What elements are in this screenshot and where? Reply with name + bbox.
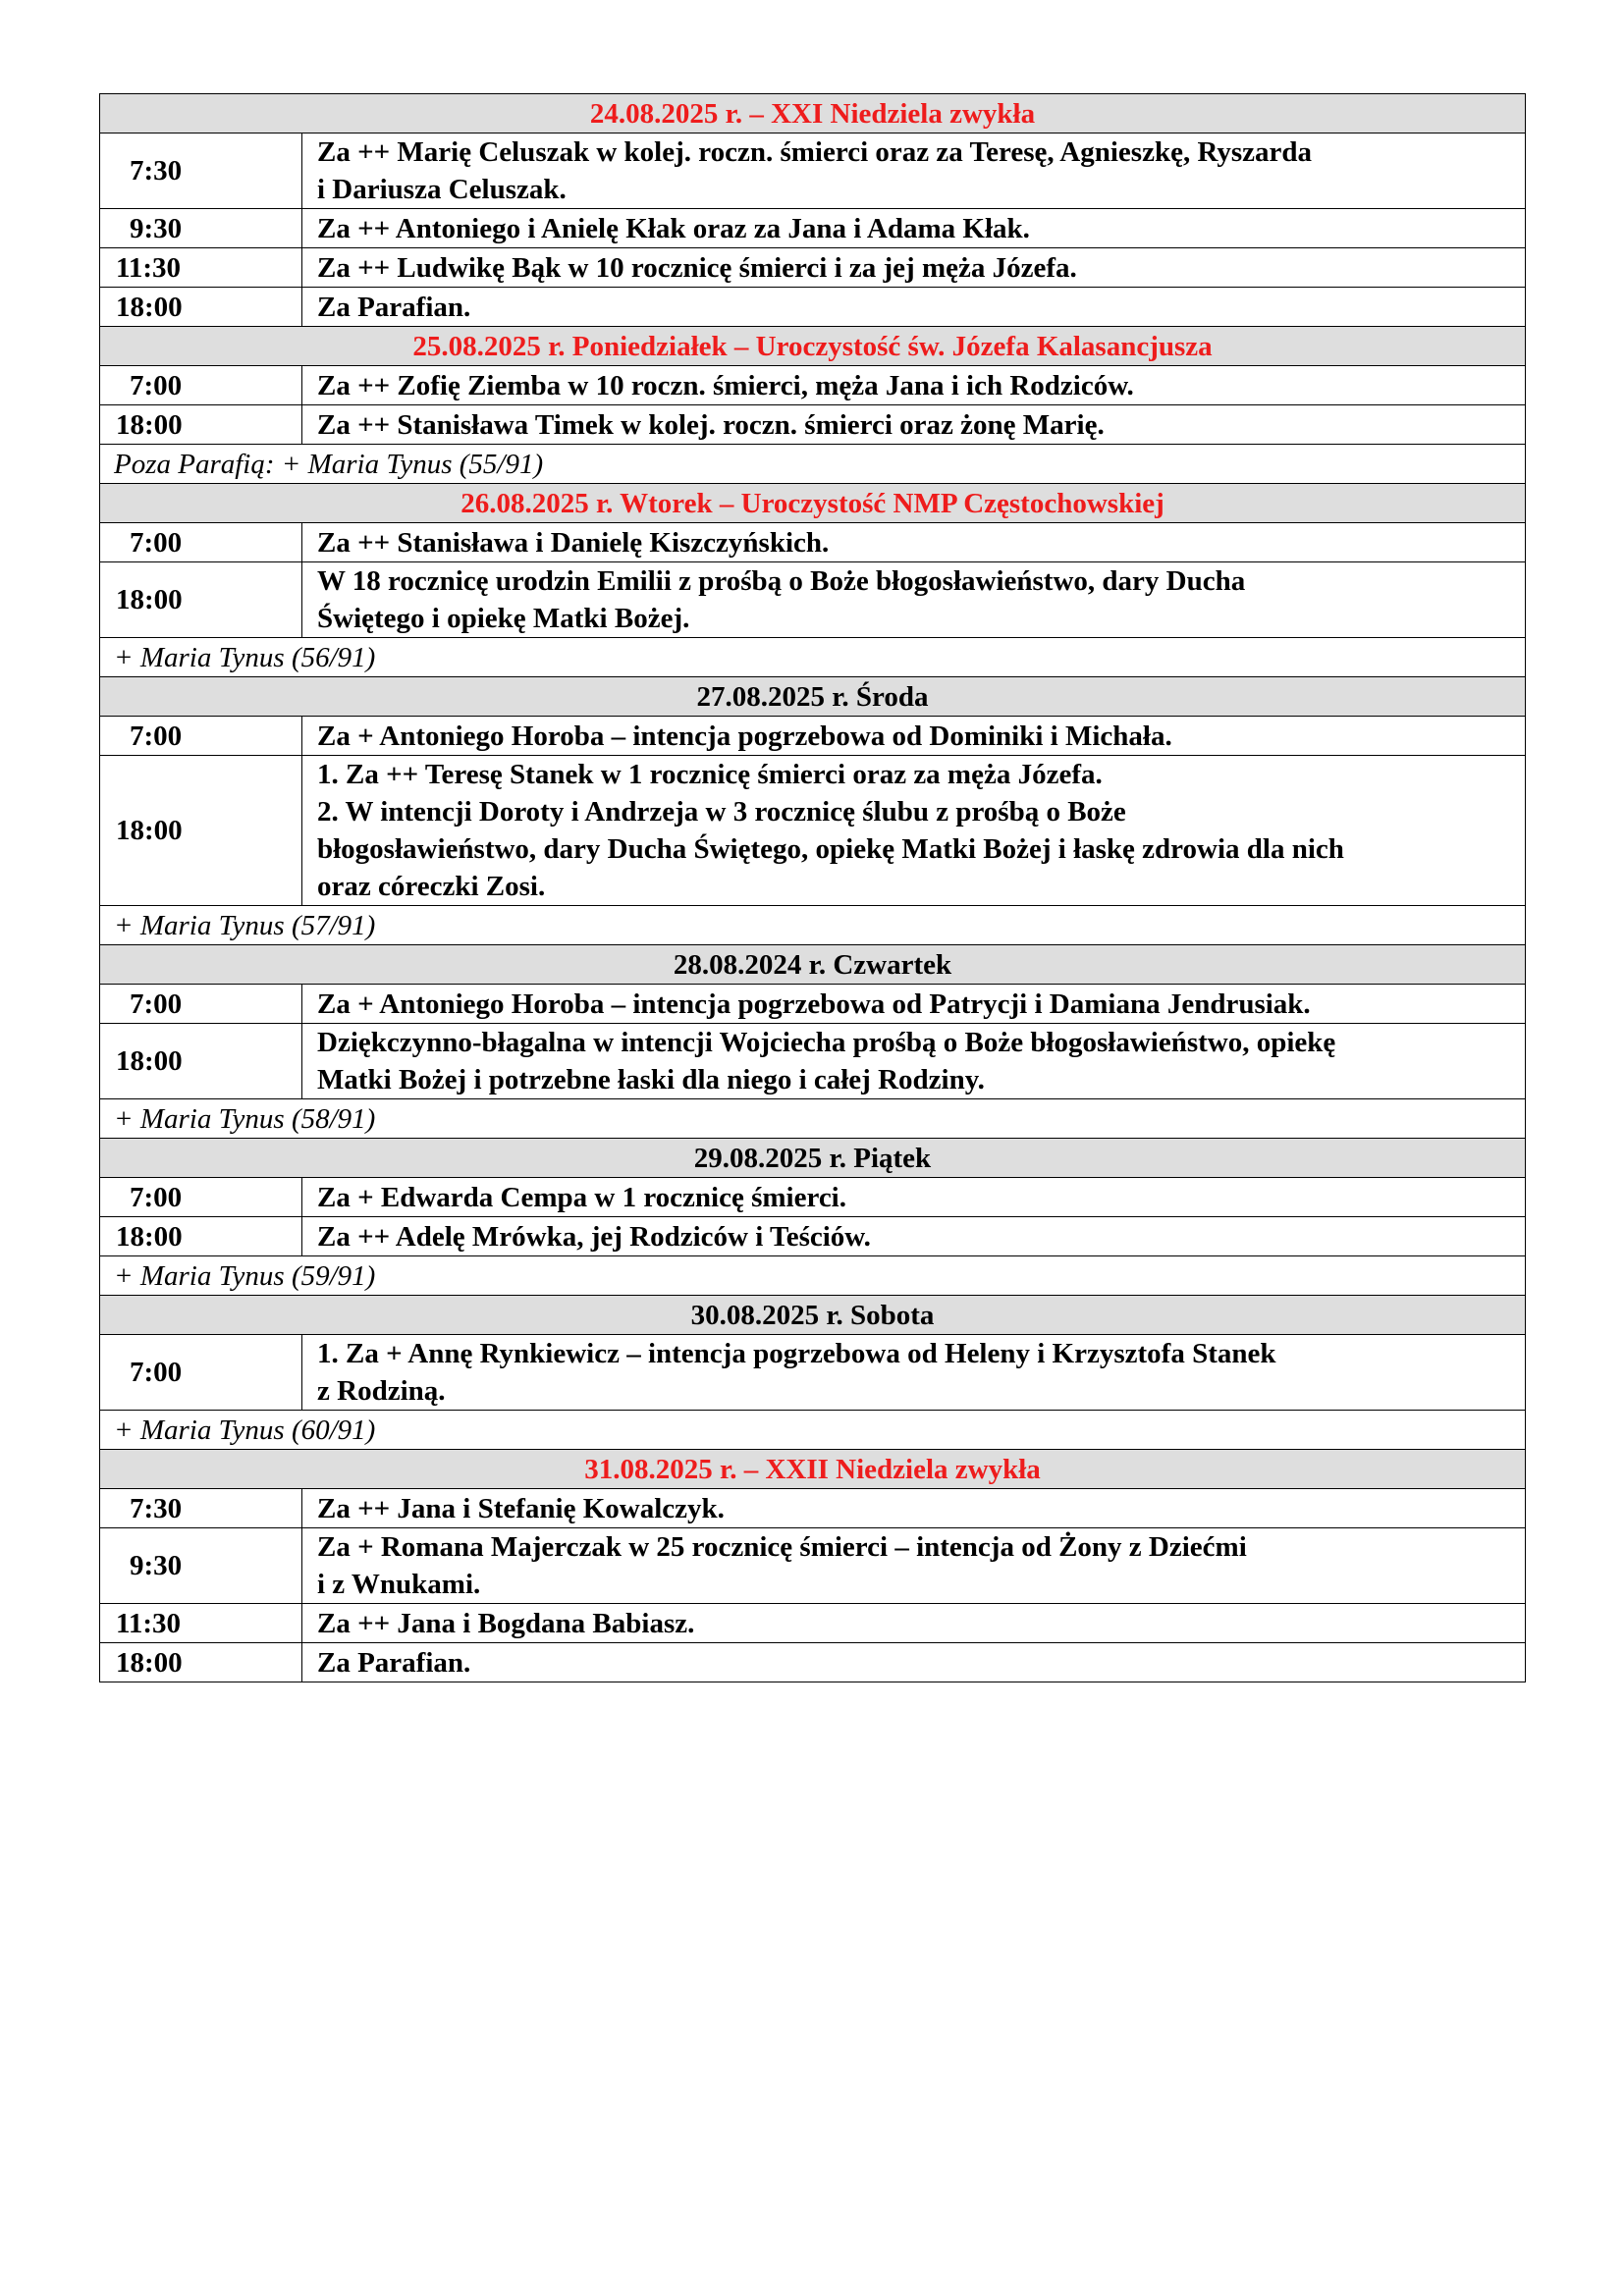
intention-line: Dziękczynno-błagalna w intencji Wojciecha prośbą o Boże błogosławieństwo, opiekę xyxy=(317,1027,1336,1058)
intention-line: W 18 rocznicę urodzin Emilii z prośbą o Boże błogosławieństwo, dary Ducha xyxy=(317,565,1246,597)
day-header-row xyxy=(100,677,1526,717)
intention-line: Za ++ Marię Celuszak w kolej. roczn. śmierci oraz za Teresę, Agnieszkę, Ryszarda xyxy=(317,136,1313,168)
day-header-row xyxy=(100,484,1526,523)
intention-line: Za ++ Ludwikę Bąk w 10 rocznicę śmierci i za jej męża Józefa. xyxy=(317,251,1077,284)
mass-row xyxy=(100,366,1526,405)
mass-row xyxy=(100,717,1526,756)
day-header: 28.08.2024 r. Czwartek xyxy=(100,945,1526,985)
mass-time: 9:30 xyxy=(100,1528,302,1604)
mass-row xyxy=(100,1528,1526,1604)
intention-line: Za ++ Jana i Bogdana Babiasz. xyxy=(317,1607,695,1639)
intention-line: i z Wnukami. xyxy=(317,1569,481,1600)
intention-line: Za ++ Jana i Stefanię Kowalczyk. xyxy=(317,1492,725,1524)
mass-time: 7:30 xyxy=(100,133,302,209)
mass-time: 18:00 xyxy=(100,1217,302,1256)
intention-line: Za ++ Zofię Ziemba w 10 roczn. śmierci, męża Jana i ich Rodziców. xyxy=(317,369,1134,401)
intention-line: Za ++ Adelę Mrówka, jej Rodziców i Teściów. xyxy=(317,1220,871,1253)
mass-row xyxy=(100,133,1526,209)
note-row xyxy=(100,906,1526,945)
mass-time: 9:30 xyxy=(100,209,302,248)
note-text: + Maria Tynus (59/91) xyxy=(100,1256,1526,1296)
note-text: + Maria Tynus (60/91) xyxy=(100,1411,1526,1450)
mass-time: 11:30 xyxy=(100,248,302,288)
intention-line: Za ++ Stanisława Timek w kolej. roczn. śmierci oraz żonę Marię. xyxy=(317,408,1105,441)
note-text: + Maria Tynus (56/91) xyxy=(100,638,1526,677)
mass-intention xyxy=(302,523,1526,562)
intention-line: i Dariusza Celuszak. xyxy=(317,174,567,205)
day-header: 29.08.2025 r. Piątek xyxy=(100,1139,1526,1178)
intention-line: błogosławieństwo, dary Ducha Świętego, opiekę Matki Bożej i łaskę zdrowia dla nich xyxy=(317,833,1344,865)
mass-intention xyxy=(302,248,1526,288)
mass-intention xyxy=(302,209,1526,248)
mass-row xyxy=(100,523,1526,562)
mass-intention xyxy=(302,1178,1526,1217)
mass-time: 18:00 xyxy=(100,405,302,445)
day-header: 31.08.2025 r. – XXII Niedziela zwykła xyxy=(100,1450,1526,1489)
mass-row xyxy=(100,756,1526,906)
intention-line: z Rodziną. xyxy=(317,1375,446,1407)
mass-time: 7:00 xyxy=(100,1178,302,1217)
mass-intention xyxy=(302,366,1526,405)
note-row xyxy=(100,1411,1526,1450)
mass-time: 18:00 xyxy=(100,1643,302,1682)
intention-line: 2. W intencji Doroty i Andrzeja w 3 rocznicę ślubu z prośbą o Boże xyxy=(317,796,1126,828)
mass-row xyxy=(100,248,1526,288)
day-header: 24.08.2025 r. – XXI Niedziela zwykła xyxy=(100,94,1526,133)
mass-intention xyxy=(302,405,1526,445)
mass-time: 11:30 xyxy=(100,1604,302,1643)
mass-row xyxy=(100,1024,1526,1099)
mass-intention xyxy=(302,133,1526,209)
note-row xyxy=(100,1256,1526,1296)
mass-row xyxy=(100,405,1526,445)
note-row xyxy=(100,638,1526,677)
mass-row xyxy=(100,562,1526,638)
intention-line: 1. Za + Annę Rynkiewicz – intencja pogrzebowa od Heleny i Krzysztofa Stanek xyxy=(317,1338,1276,1369)
note-row xyxy=(100,1099,1526,1139)
mass-intention xyxy=(302,1604,1526,1643)
mass-time: 7:00 xyxy=(100,366,302,405)
mass-intention xyxy=(302,1024,1526,1099)
mass-row xyxy=(100,209,1526,248)
mass-schedule-body xyxy=(100,94,1526,1682)
day-header: 25.08.2025 r. Poniedziałek – Uroczystość św. Józefa Kalasancjusza xyxy=(100,327,1526,366)
mass-intention xyxy=(302,1217,1526,1256)
mass-intention xyxy=(302,1335,1526,1411)
day-header-row xyxy=(100,945,1526,985)
note-row xyxy=(100,445,1526,484)
intention-line: Świętego i opiekę Matki Bożej. xyxy=(317,603,690,634)
mass-intention xyxy=(302,756,1526,906)
mass-intention xyxy=(302,288,1526,327)
mass-intention xyxy=(302,562,1526,638)
note-text: + Maria Tynus (57/91) xyxy=(100,906,1526,945)
mass-schedule-table xyxy=(99,93,1526,1682)
day-header: 30.08.2025 r. Sobota xyxy=(100,1296,1526,1335)
mass-time: 18:00 xyxy=(100,1024,302,1099)
mass-time: 7:00 xyxy=(100,985,302,1024)
day-header: 27.08.2025 r. Środa xyxy=(100,677,1526,717)
mass-row xyxy=(100,1604,1526,1643)
note-text: Poza Parafią: + Maria Tynus (55/91) xyxy=(100,445,1526,484)
intention-line: Za Parafian. xyxy=(317,291,471,323)
mass-time: 18:00 xyxy=(100,562,302,638)
mass-row xyxy=(100,1489,1526,1528)
mass-intention xyxy=(302,985,1526,1024)
mass-row xyxy=(100,1217,1526,1256)
mass-time: 7:00 xyxy=(100,1335,302,1411)
intention-line: Matki Bożej i potrzebne łaski dla niego i całej Rodziny. xyxy=(317,1064,985,1095)
intention-line: Za + Romana Majerczak w 25 rocznicę śmierci – intencja od Żony z Dziećmi xyxy=(317,1531,1247,1563)
mass-row xyxy=(100,1643,1526,1682)
mass-row xyxy=(100,1335,1526,1411)
mass-intention xyxy=(302,1643,1526,1682)
intention-line: Za + Antoniego Horoba – intencja pogrzebowa od Dominiki i Michała. xyxy=(317,720,1172,752)
mass-time: 18:00 xyxy=(100,288,302,327)
day-header-row xyxy=(100,94,1526,133)
intention-line: Za + Edwarda Cempa w 1 rocznicę śmierci. xyxy=(317,1181,846,1213)
mass-time: 7:00 xyxy=(100,717,302,756)
day-header-row xyxy=(100,1139,1526,1178)
note-text: + Maria Tynus (58/91) xyxy=(100,1099,1526,1139)
day-header: 26.08.2025 r. Wtorek – Uroczystość NMP Częstochowskiej xyxy=(100,484,1526,523)
mass-intention xyxy=(302,1489,1526,1528)
intention-line: Za Parafian. xyxy=(317,1646,471,1679)
mass-row xyxy=(100,985,1526,1024)
intention-line: 1. Za ++ Teresę Stanek w 1 rocznicę śmierci oraz za męża Józefa. xyxy=(317,759,1103,790)
intention-line: Za ++ Antoniego i Anielę Kłak oraz za Jana i Adama Kłak. xyxy=(317,212,1030,244)
mass-time: 18:00 xyxy=(100,756,302,906)
mass-time: 7:00 xyxy=(100,523,302,562)
intention-line: oraz córeczki Zosi. xyxy=(317,871,546,902)
mass-row xyxy=(100,288,1526,327)
day-header-row xyxy=(100,1450,1526,1489)
intention-line: Za ++ Stanisława i Danielę Kiszczyńskich. xyxy=(317,526,830,559)
mass-intention xyxy=(302,1528,1526,1604)
day-header-row xyxy=(100,1296,1526,1335)
mass-intention xyxy=(302,717,1526,756)
intention-line: Za + Antoniego Horoba – intencja pogrzebowa od Patrycji i Damiana Jendrusiak. xyxy=(317,988,1311,1020)
mass-time: 7:30 xyxy=(100,1489,302,1528)
day-header-row xyxy=(100,327,1526,366)
mass-row xyxy=(100,1178,1526,1217)
